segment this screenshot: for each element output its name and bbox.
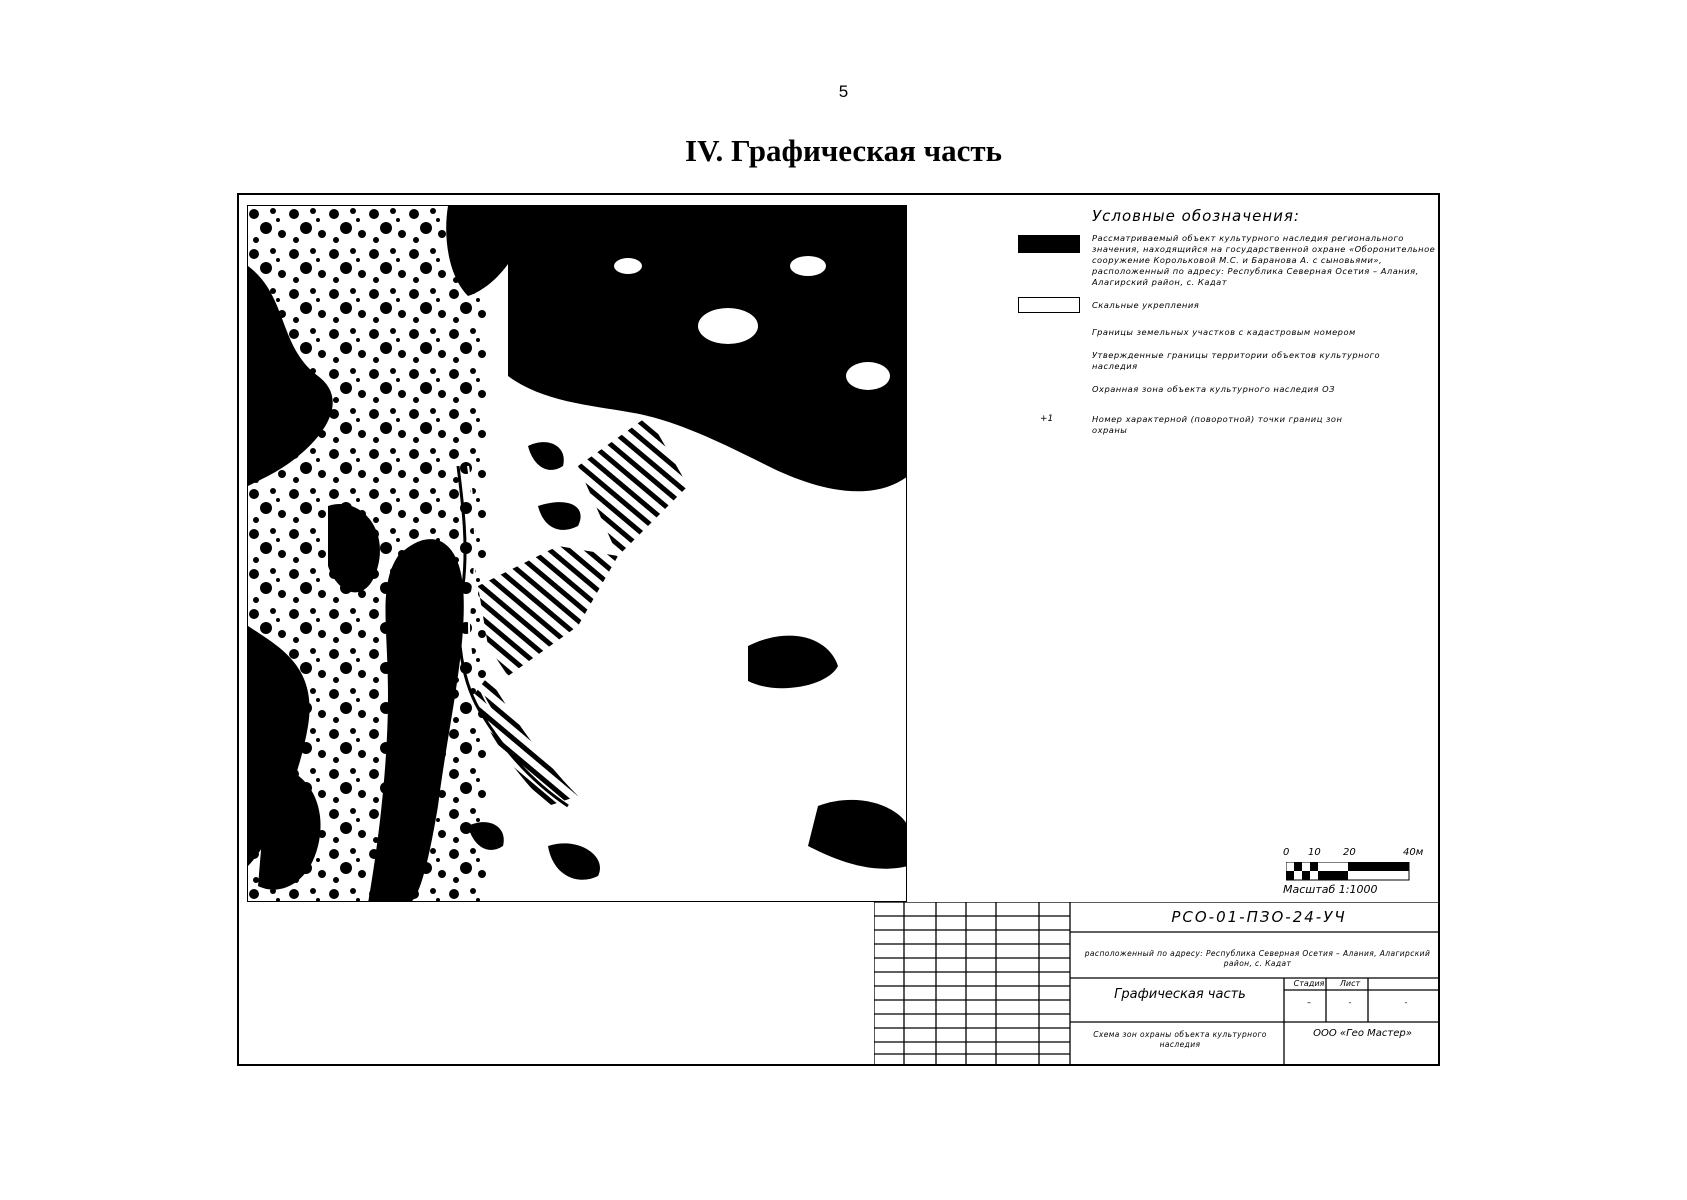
sheet-value: - bbox=[1348, 998, 1352, 1007]
aerial-map bbox=[247, 205, 907, 902]
sheet-title: Схема зон охраны объекта культурного наследия bbox=[1093, 1030, 1267, 1049]
legend-item-land-plot-boundaries: Границы земельных участков с кадастровым номером bbox=[1092, 327, 1356, 337]
scale-label-10: 10 bbox=[1308, 847, 1321, 858]
scale-bar bbox=[1286, 862, 1410, 882]
object-description: расположенный по адресу: Республика Северная Осетия – Алания, Алагирский район, с. Кадат bbox=[1084, 949, 1431, 968]
scale-caption: Масштаб 1:1000 bbox=[1283, 883, 1378, 896]
sheets-value: - bbox=[1404, 998, 1408, 1007]
scale-label-20: 20 bbox=[1343, 847, 1356, 858]
legend-item-protection-zone: Охранная зона объекта культурного наследия ОЗ bbox=[1092, 384, 1335, 394]
document-code: РСО-01-ПЗО-24-УЧ bbox=[1171, 908, 1347, 926]
legend-title: Условные обозначения: bbox=[1092, 207, 1300, 225]
sheet-label: Лист bbox=[1339, 979, 1361, 988]
page-number: 5 bbox=[838, 82, 849, 101]
legend-item-turning-point: Номер характерной (поворотной) точки границ зон охраны bbox=[1092, 414, 1343, 435]
legend-point-marker: +1 bbox=[1040, 414, 1054, 424]
page-heading: IV. Графическая часть bbox=[685, 133, 1002, 168]
company-name: ООО «Гео Мастер» bbox=[1313, 1028, 1412, 1039]
scale-label-0: 0 bbox=[1283, 847, 1290, 858]
stage-value: – bbox=[1307, 998, 1311, 1007]
legend-item-approved-boundaries: Утвержденные границы территории объектов культурного наследия bbox=[1092, 350, 1381, 371]
legend-swatch-rock-fortifications bbox=[1018, 297, 1080, 313]
scale-label-40: 40м bbox=[1403, 847, 1424, 858]
section-title: Графическая часть bbox=[1114, 987, 1246, 1002]
legend-item-heritage-object: Рассматриваемый объект культурного наследия регионального значения, находящийся на государственной охране «Оборонительное сооружение Корольковой М.С. и Баранова А. с сыновьями», расположенный по адресу: Республика Северная Осетия – Алания, Алагирский район, с. Кадат bbox=[1092, 233, 1436, 287]
stage-label: Стадия bbox=[1293, 979, 1325, 988]
legend-item-rock-fortifications: Скальные укрепления bbox=[1092, 300, 1200, 310]
legend-swatch-heritage-object bbox=[1018, 235, 1080, 253]
aerial-map-image bbox=[248, 206, 907, 902]
